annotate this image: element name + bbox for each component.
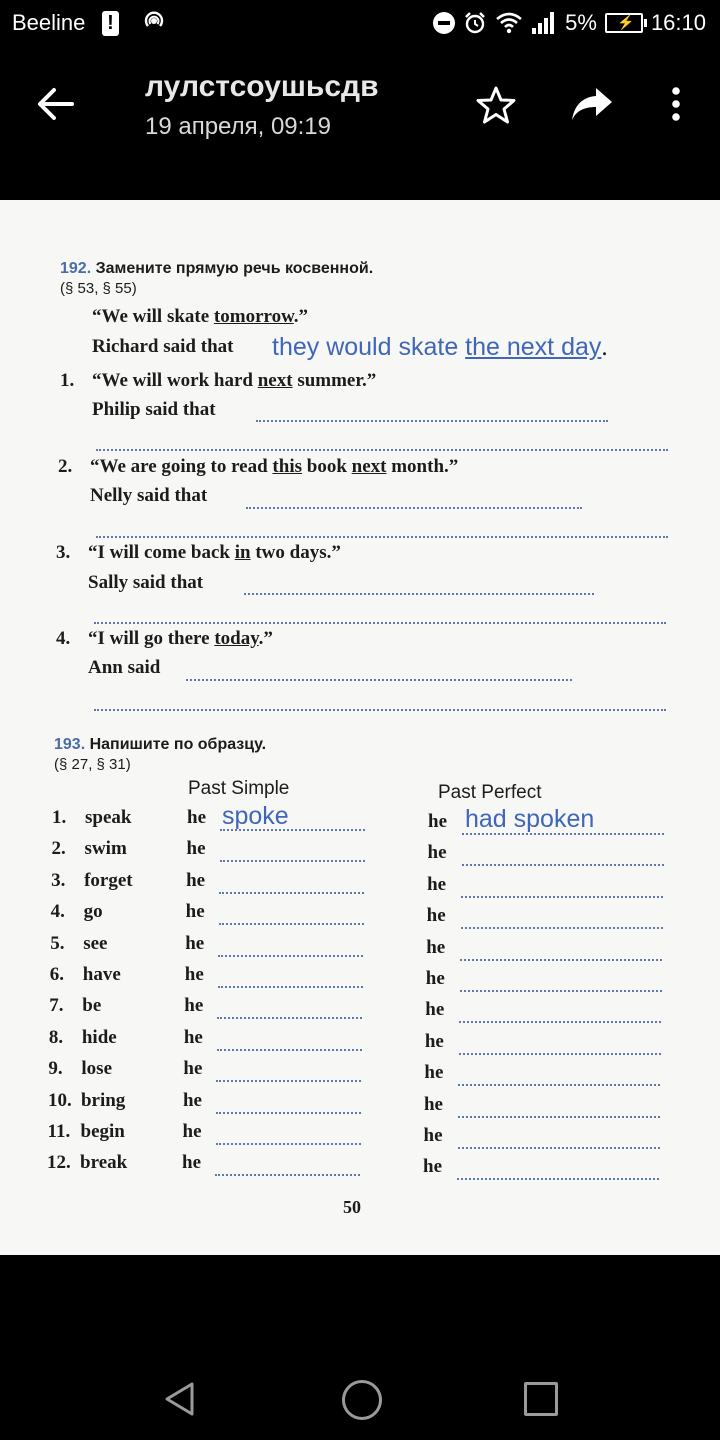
verb-base-form: break xyxy=(80,1152,128,1174)
pronoun-past-perfect: he xyxy=(428,811,447,832)
battery-percent: 5% xyxy=(565,10,597,35)
answer-line xyxy=(94,709,666,711)
example-intro: Richard said that xyxy=(92,336,234,357)
nav-back-icon[interactable] xyxy=(162,1381,198,1417)
exercise-192-refs: (§ 53, § 55) xyxy=(60,280,137,297)
answer-line xyxy=(96,449,668,451)
verb-number: 11. xyxy=(47,1121,71,1142)
answer-line-past-simple xyxy=(219,892,364,894)
answer-line-past-simple xyxy=(216,1080,361,1082)
verb-number: 10. xyxy=(47,1089,72,1111)
answer-line xyxy=(244,593,594,595)
pronoun-past-perfect: he xyxy=(426,905,446,927)
verb-number: 4. xyxy=(50,901,65,923)
chat-title: лулстсоушьсдв xyxy=(145,70,379,103)
verb-base-form: begin xyxy=(80,1121,125,1142)
verb-number: 12. xyxy=(47,1152,71,1174)
answer-line-past-perfect xyxy=(462,864,664,866)
app-bar xyxy=(0,0,720,150)
answer-line-past-simple xyxy=(215,1174,360,1176)
exercise-instruction: Напишите по образцу. xyxy=(89,736,267,753)
verb-number: 6. xyxy=(49,964,64,985)
answer-line xyxy=(186,679,572,681)
exercise-number: 193. xyxy=(54,736,86,753)
share-forward-icon[interactable] xyxy=(570,86,614,122)
pronoun-past-simple: he xyxy=(182,1152,202,1174)
answer-line xyxy=(246,507,582,509)
pronoun-past-perfect: he xyxy=(425,968,445,989)
answer-line xyxy=(256,420,608,422)
answer-line-past-simple xyxy=(218,955,363,957)
pronoun-past-simple: he xyxy=(186,838,206,860)
clock: 16:10 xyxy=(650,10,706,35)
page-number: 50 xyxy=(343,1197,361,1217)
pronoun-past-perfect: he xyxy=(423,1125,443,1146)
item-intro: Nelly said that xyxy=(90,485,208,506)
handwritten-past-perfect: had spoken xyxy=(465,805,595,833)
answer-line-past-simple xyxy=(218,986,363,988)
verb-base-form: speak xyxy=(85,807,132,828)
example-quote: “We will skate tomorrow.” xyxy=(92,306,309,327)
verb-base-form: lose xyxy=(81,1058,112,1080)
answer-line-past-simple xyxy=(216,1112,361,1114)
verb-number: 2. xyxy=(51,838,66,860)
answer-line-past-perfect xyxy=(461,896,663,898)
nav-recent-apps-icon[interactable] xyxy=(524,1382,558,1416)
pronoun-past-simple: he xyxy=(186,869,206,891)
pronoun-past-simple: he xyxy=(183,1026,203,1048)
pronoun-past-simple: he xyxy=(182,1089,202,1111)
pronoun-past-simple: he xyxy=(185,901,205,923)
exercise-number: 192. xyxy=(60,260,92,277)
column-header-past-simple: Past Simple xyxy=(188,778,290,799)
verb-number: 9. xyxy=(48,1058,63,1080)
pronoun-past-perfect: he xyxy=(427,873,447,895)
answer-line-past-perfect xyxy=(458,1147,660,1149)
answer-line-past-simple xyxy=(219,923,364,925)
verb-base-form: swim xyxy=(84,838,127,860)
pronoun-past-simple: he xyxy=(187,807,206,828)
verb-base-form: forget xyxy=(84,869,133,891)
item-number: 3. xyxy=(56,542,71,563)
example-handwritten-answer: they would skate the next day. xyxy=(272,333,608,361)
item-number: 2. xyxy=(58,456,73,477)
item-quote: “We will work hard next summer.” xyxy=(92,370,377,391)
back-arrow-icon[interactable] xyxy=(36,86,76,122)
message-date: 19 апреля, 09:19 xyxy=(145,113,331,140)
exercise-192-heading xyxy=(60,260,373,278)
pronoun-past-perfect: he xyxy=(427,842,447,864)
verb-base-form: see xyxy=(83,932,108,954)
pronoun-past-simple: he xyxy=(182,1121,202,1142)
verb-base-form: have xyxy=(82,964,121,985)
pronoun-past-perfect: he xyxy=(424,1062,444,1084)
item-number: 1. xyxy=(60,370,75,391)
item-intro: Philip said that xyxy=(92,399,216,420)
item-quote: “We are going to read this book next month.” xyxy=(90,456,459,477)
answer-line-past-simple xyxy=(217,1017,362,1019)
more-options-icon[interactable] xyxy=(668,86,684,122)
answer-line-past-perfect xyxy=(459,1053,661,1055)
verb-number: 7. xyxy=(49,995,64,1017)
answer-line-past-perfect xyxy=(460,990,662,992)
verb-base-form: bring xyxy=(80,1089,126,1111)
item-quote: “I will go there today.” xyxy=(88,628,273,649)
battery-icon: ⚡ xyxy=(605,13,643,33)
item-intro: Sally said that xyxy=(88,572,204,593)
exercise-193-heading xyxy=(54,736,266,754)
pronoun-past-perfect: he xyxy=(425,999,445,1021)
verb-number: 5. xyxy=(50,932,65,954)
answer-line xyxy=(94,622,666,624)
verb-number: 8. xyxy=(48,1026,64,1048)
pronoun-past-perfect: he xyxy=(424,1030,444,1052)
item-quote: “I will come back in two days.” xyxy=(88,542,341,563)
pronoun-past-simple: he xyxy=(183,1058,203,1080)
pronoun-past-simple: he xyxy=(185,932,205,954)
pronoun-past-simple: he xyxy=(184,964,204,985)
answer-line-past-perfect xyxy=(458,1116,660,1118)
navigation-bar xyxy=(0,1355,720,1440)
handwritten-past-simple: spoke xyxy=(222,802,289,830)
photo-workbook-page[interactable] xyxy=(0,200,720,1255)
answer-line-past-perfect xyxy=(457,1178,659,1180)
answer-line-past-perfect xyxy=(460,959,662,961)
pronoun-past-perfect: he xyxy=(423,1156,443,1178)
answer-line-past-perfect xyxy=(458,1084,660,1086)
carrier-name: Beeline xyxy=(12,10,86,35)
alert-icon: ! xyxy=(102,11,119,36)
star-icon[interactable] xyxy=(476,85,516,125)
column-header-past-perfect: Past Perfect xyxy=(438,782,542,803)
answer-line-past-simple xyxy=(216,1143,361,1145)
answer-line-past-simple xyxy=(220,860,365,862)
verb-number: 3. xyxy=(51,869,66,891)
pronoun-past-perfect: he xyxy=(423,1093,443,1115)
verb-base-form: hide xyxy=(81,1026,117,1048)
answer-line-past-simple xyxy=(217,1049,362,1051)
answer-line-past-perfect xyxy=(459,1021,661,1023)
verb-base-form: be xyxy=(82,995,102,1017)
exercise-193-refs: (§ 27, § 31) xyxy=(54,756,131,773)
verb-base-form: go xyxy=(83,901,103,923)
pronoun-past-simple: he xyxy=(184,995,204,1017)
answer-line-past-perfect xyxy=(461,927,663,929)
exercise-instruction: Замените прямую речь косвенной. xyxy=(95,260,374,277)
answer-line xyxy=(96,536,668,538)
nav-home-icon[interactable] xyxy=(342,1380,382,1420)
pronoun-past-perfect: he xyxy=(426,936,446,958)
item-number: 4. xyxy=(56,628,71,649)
verb-number: 1. xyxy=(52,807,67,828)
item-intro: Ann said xyxy=(88,657,161,678)
